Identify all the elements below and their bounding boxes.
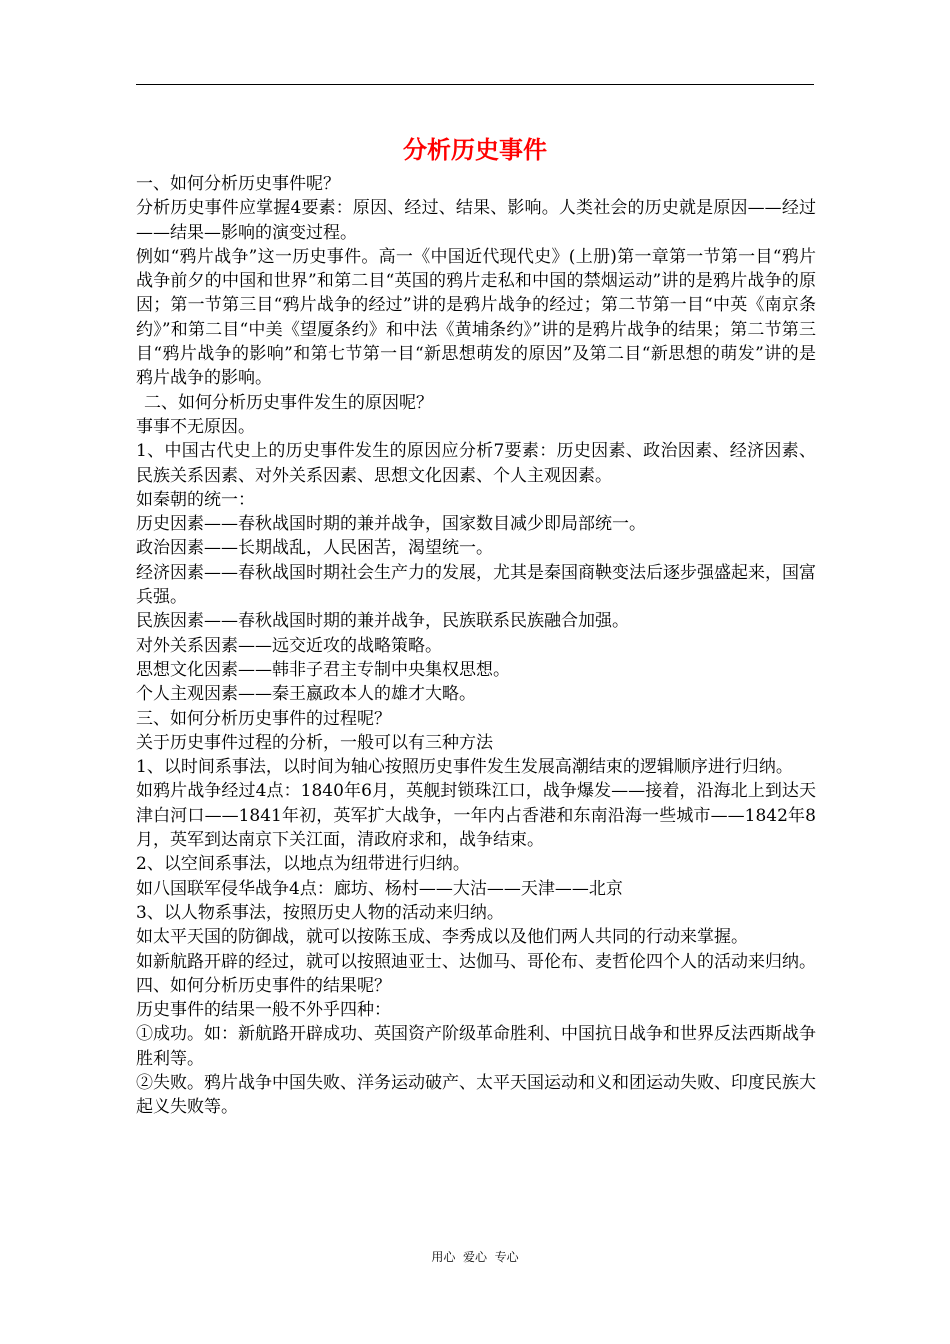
paragraph: 1、中国古代史上的历史事件发生的原因应分析7要素：历史因素、政治因素、经济因素、民族关系因素、对外关系因素、思想文化因素、个人主观因素。 [136, 441, 816, 486]
paragraph: 3、以人物系事法，按照历史人物的活动来归纳。 [136, 902, 504, 923]
paragraph: 历史事件的结果一般不外乎四种： [136, 1000, 391, 1021]
section-heading: 一、如何分析历史事件呢？ [136, 174, 340, 194]
page-title: 分析历史事件 [403, 136, 547, 164]
document-body [136, 172, 816, 1120]
paragraph: 如太平天国的防御战，就可以按陈玉成、李秀成以及他们两人共同的行动来掌握。 [136, 927, 748, 948]
header-rule [136, 84, 814, 85]
paragraph: 如秦朝的统一： [136, 489, 255, 510]
section-heading: 三、如何分析历史事件的过程呢？ [136, 708, 391, 729]
paragraph: 政治因素——长期战乱，人民困苦，渴望统一。 [136, 538, 493, 559]
paragraph: 分析历史事件应掌握4要素：原因、经过、结果、影响。人类社会的历史就是原因——经过——结果—影响的演变过程。 [136, 198, 816, 243]
paragraph: ②失败。鸦片战争中国失败、洋务运动破产、太平天国运动和义和团运动失败、印度民族大起义失败等。 [136, 1072, 816, 1118]
paragraph: 关于历史事件过程的分析，一般可以有三种方法 [136, 732, 493, 753]
paragraph: 2、以空间系事法，以地点为纽带进行归纳。 [136, 854, 470, 875]
paragraph: 例如“鸦片战争”这一历史事件。高一《中国近代现代史》(上册)第一章第一节第一目“鸦片战争前夕的中国和世界”和第二目“英国的鸦片走私和中国的禁烟运动”讲的是鸦片战争的原因；第一节第三目“鸦片战争的经过”讲的是鸦片战争的经过；第二节第一目“中英《南京条约》”和第二目“中美《望厦条约》和中法《黄埔条约》”讲的是鸦片战争的结果；第二节第三目“鸦片战争的影响”和第七节第一目“新思想萌发的原因”及第二目“新思想的萌发”讲的是鸦片战争的影响。 [136, 246, 816, 389]
paragraph: 经济因素——春秋战国时期社会生产力的发展，尤其是秦国商鞅变法后逐步强盛起来，国富兵强。 [136, 562, 816, 608]
page-footer: 用心 爱心 专心 [431, 1250, 519, 1264]
paragraph: 对外关系因素——远交近攻的战略策略。 [136, 635, 442, 656]
paragraph: 思想文化因素——韩非子君主专制中央集权思想。 [136, 659, 510, 680]
paragraph: 1、以时间系事法，以时间为轴心按照历史事件发生发展高潮结束的逻辑顺序进行归纳。 [136, 757, 793, 778]
section-heading: 二、如何分析历史事件发生的原因呢？ [144, 392, 433, 413]
paragraph: 如新航路开辟的经过，就可以按照迪亚士、达伽马、哥伦布、麦哲伦四个人的活动来归纳。 [136, 951, 816, 972]
section-heading: 四、如何分析历史事件的结果呢？ [136, 975, 391, 996]
paragraph: 个人主观因素——秦王嬴政本人的雄才大略。 [136, 684, 476, 705]
paragraph: ①成功。如：新航路开辟成功、英国资产阶级革命胜利、中国抗日战争和世界反法西斯战争胜利等。 [136, 1024, 816, 1069]
paragraph: 民族因素——春秋战国时期的兼并战争，民族联系民族融合加强。 [136, 611, 629, 632]
paragraph: 历史因素——春秋战国时期的兼并战争，国家数目减少即局部统一。 [136, 514, 646, 535]
paragraph: 事事不无原因。 [136, 416, 255, 437]
paragraph: 如鸦片战争经过4点：1840年6月，英舰封锁珠江口，战争爆发——接着，沿海北上到达天津白河口——1841年初，英军扩大战争，一年内占香港和东南沿海一些城市——1842年8月，英军到达南京下关江面，清政府求和，战争结束。 [136, 781, 816, 851]
paragraph: 如八国联军侵华战争4点：廊坊、杨村——大沽——天津——北京 [136, 878, 623, 899]
